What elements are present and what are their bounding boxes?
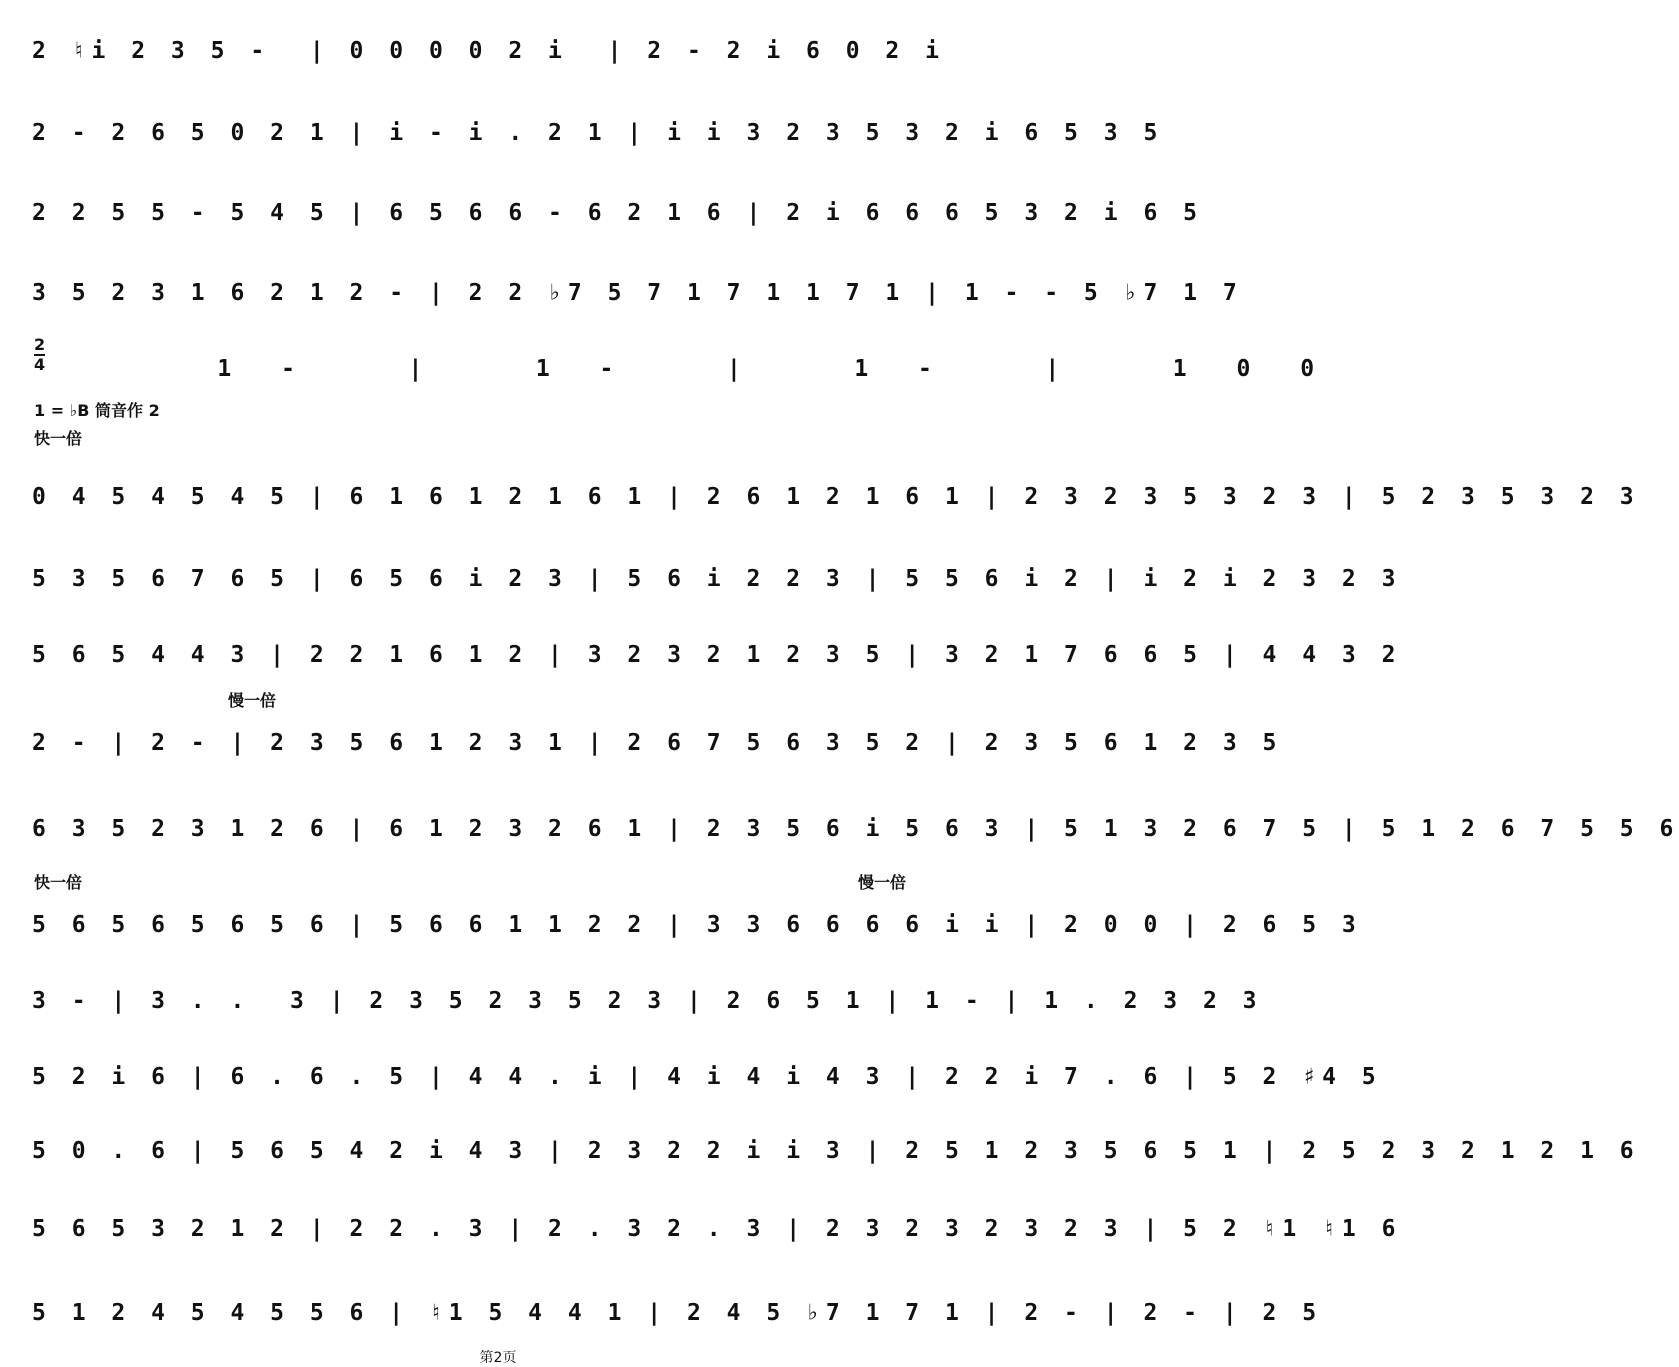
- tempo-label-slow: 慢一倍: [228, 691, 277, 710]
- tempo-label-slow-2: 慢一倍: [858, 873, 907, 892]
- line-notes: 2 2 5 5 - 5 4 5 | 6 5 6 6 - 6 2 1 6 | 2 i 6 6 6 5 3 2 i 6 5: [32, 200, 1203, 226]
- score-line-1: [22, 8, 982, 86]
- time-signature: [34, 336, 45, 374]
- score-line-12: [22, 958, 1263, 1036]
- score-line-8: [22, 612, 1402, 690]
- time-signature-bottom: 4: [34, 355, 46, 374]
- key-signature-label: 1 = ♭B 筒音作 2: [34, 401, 160, 420]
- score-line-6: [22, 454, 1640, 532]
- score-line-10: [22, 786, 1679, 864]
- score-line-5: [80, 326, 1333, 404]
- line-notes: 5 6 5 6 5 6 5 6 | 5 6 6 1 1 2 2 | 3 3 6 6 6 6 i i | 2 0 0 | 2 6 5 3: [32, 912, 1362, 938]
- line-notes: 6 3 5 2 3 1 2 6 | 6 1 2 3 2 6 1 | 2 3 5 6 i 5 6 3 | 5 1 3 2 6 7 5 | 5 1 2 6 7 5 5 6: [32, 816, 1679, 842]
- score-line-13: [22, 1034, 1382, 1112]
- line-notes: 5 6 5 4 4 3 | 2 2 1 6 1 2 | 3 2 3 2 1 2 3 5 | 3 2 1 7 6 6 5 | 4 4 3 2: [32, 642, 1402, 668]
- line-notes: 5 3 5 6 7 6 5 | 6 5 6 i 2 3 | 5 6 i 2 2 3 | 5 5 6 i 2 | i 2 i 2 3 2 3: [32, 566, 1402, 592]
- line-notes: 0 4 5 4 5 4 5 | 6 1 6 1 2 1 6 1 | 2 6 1 2 1 6 1 | 2 3 2 3 5 3 2 3 | 5 2 3 5 3 2 3: [32, 484, 1640, 510]
- score-line-16: [22, 1270, 1323, 1348]
- line-notes: 2 - | 2 - | 2 3 5 6 1 2 3 1 | 2 6 7 5 6 3 5 2 | 2 3 5 6 1 2 3 5: [32, 730, 1283, 756]
- score-line-3: [22, 170, 1203, 248]
- score-line-14: [22, 1108, 1640, 1186]
- tempo-label-fast-2: 快一倍: [34, 873, 83, 892]
- tempo-label-fast: 快一倍: [34, 429, 83, 448]
- line-notes: 5 2 i 6 | 6 . 6 . 5 | 4 4 . i | 4 i 4 i 4 3 | 2 2 i 7 . 6 | 5 2 ♯4 5: [32, 1064, 1382, 1090]
- line-notes: 3 - | 3 . . 3 | 2 3 5 2 3 5 2 3 | 2 6 5 1 | 1 - | 1 . 2 3 2 3: [32, 988, 1263, 1014]
- time-signature-top: 2: [34, 335, 46, 354]
- line-notes: 5 6 5 3 2 1 2 | 2 2 . 3 | 2 . 3 2 . 3 | 2 3 2 3 2 3 2 3 | 5 2 ♮1 ♮1 6: [32, 1216, 1402, 1242]
- page-number: 第2页: [479, 1350, 517, 1366]
- score-line-2: [22, 90, 1164, 168]
- line-notes: 2 - 2 6 5 0 2 1 | i - i . 2 1 | i i 3 2 3 5 3 2 i 6 5 3 5: [32, 120, 1164, 146]
- line-notes: 3 5 2 3 1 6 2 1 2 - | 2 2 ♭7 5 7 1 7 1 1 7 1 | 1 - - 5 ♭7 1 7: [32, 280, 1243, 306]
- line-notes: 5 0 . 6 | 5 6 5 4 2 i 4 3 | 2 3 2 2 i i 3 | 2 5 1 2 3 5 6 5 1 | 2 5 2 3 2 1 2 1 6: [32, 1138, 1640, 1164]
- score-line-9: [22, 700, 1283, 778]
- score-line-4: [22, 250, 1243, 328]
- score-line-7: [22, 536, 1402, 614]
- line-notes: 2 ♮i 2 3 5 - | 0 0 0 0 2 i | 2 - 2 i 6 0 2 i: [32, 38, 945, 64]
- score-line-11: [22, 882, 1362, 960]
- line-notes: 1 - | 1 - | 1 - | 1 0 0: [90, 356, 1333, 382]
- line-notes: 5 1 2 4 5 4 5 5 6 | ♮1 5 4 4 1 | 2 4 5 ♭7 1 7 1 | 2 - | 2 - | 2 5: [32, 1300, 1323, 1326]
- score-line-15: [22, 1186, 1402, 1264]
